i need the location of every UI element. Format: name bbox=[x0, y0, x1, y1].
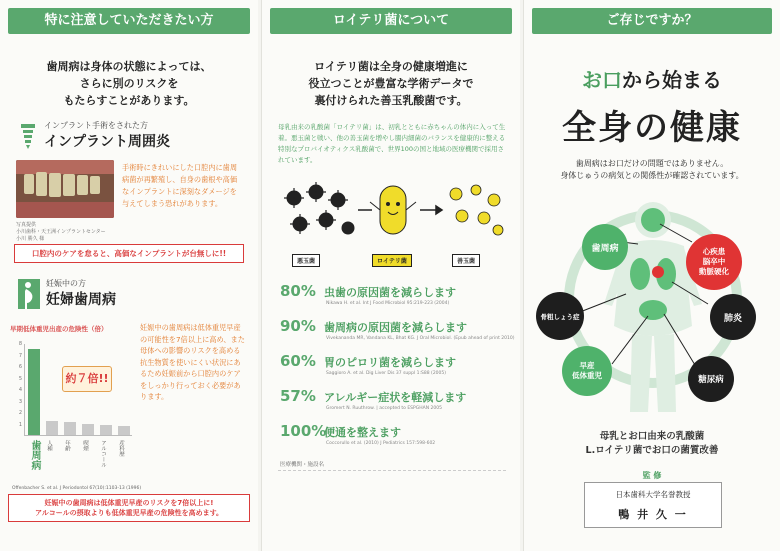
chart-x-label: 喫煙 bbox=[82, 440, 88, 451]
panel3-heading: ご存じですか？ bbox=[532, 8, 772, 34]
panel-special-attention bbox=[0, 0, 258, 551]
panel-reuteri bbox=[261, 0, 520, 551]
stat-row bbox=[280, 282, 456, 300]
stat-label: アレルギー症状を軽減します bbox=[324, 391, 467, 404]
chart-y-tick: 4 bbox=[18, 387, 22, 393]
chart-y-tick: 1 bbox=[18, 421, 22, 428]
seven-times-callout: 約７倍!! bbox=[62, 366, 112, 392]
stat-citation: Nikawa H. et al. Int J Food Microbiol 95:219-223 (2004) bbox=[326, 301, 450, 306]
panel2-heading: ロイテリ菌について bbox=[270, 8, 512, 34]
node-pneumonia: 肺炎 bbox=[710, 294, 756, 340]
stat-label: 便通を整えます bbox=[324, 426, 401, 439]
photo-credit: 写真提供 小川歯科・天王洲インプラントセンター 小川 勝久 様 bbox=[16, 222, 106, 242]
chart-y-tick: 5 bbox=[18, 375, 22, 382]
chart-y-tick: 7 bbox=[18, 352, 22, 359]
implant-subhead bbox=[18, 120, 170, 151]
implant-caption: インプラント手術をされた方 bbox=[44, 121, 148, 130]
implant-text: 手術時にきれいにした口腔内に歯周病菌が再繁殖し、自身の歯根や高価なインプラントに深刻なダメージを与えてしまう恐れがあります。 bbox=[122, 163, 238, 208]
reuteri-bacteria-icon bbox=[370, 186, 416, 234]
chart-x-label: 歯周病 bbox=[29, 440, 40, 470]
title-from-mouth: お口から始まる bbox=[582, 68, 722, 92]
bad-bacteria-label: 悪玉菌 bbox=[292, 254, 320, 267]
bacteria-illustration bbox=[276, 180, 508, 250]
reuteri-intro: 母乳由来の乳酸菌「ロイテリ菌」は、初乳とともに赤ちゃんの体内に入って生着。悪玉菌と戦い、他の善玉菌を増やし腸内細菌のバランスを健康的に整える特別なプロバイオティクス乳酸菌で、世界100の国と地域の医療機関で採用されています。 bbox=[278, 123, 506, 164]
chart-x-axis bbox=[24, 440, 132, 486]
stat-percent: 57% bbox=[280, 387, 316, 405]
supervisor-name: 鴨 井 久 一 bbox=[618, 508, 688, 521]
supervise-label: 監 修 bbox=[642, 471, 662, 480]
facility-name-label: 医療機関・施設名 bbox=[280, 462, 325, 468]
panel1-lead: 歯周病は身体の状態によっては、 さらに別のリスクを もたらすことがあります。 bbox=[46, 60, 212, 107]
node-preterm-birth: 早産 低体重児 bbox=[562, 346, 612, 396]
pregnant-warning: 妊娠中の歯周病は低体重児早産のリスクを7倍以上に! アルコールの摂取よりも低体重児早産の危険性を高めます。 bbox=[8, 494, 250, 522]
chart-x-label: 年齢 bbox=[64, 440, 70, 451]
chart-y-tick: 6 bbox=[18, 364, 22, 370]
stat-label: 虫歯の原因菌を減らします bbox=[324, 286, 456, 299]
stat-citation: Gromert N. Ruuthrow. | accepted to ESPGHAN 2005 bbox=[326, 406, 442, 411]
good-bacteria-label: 善玉菌 bbox=[452, 254, 480, 267]
stat-row bbox=[280, 352, 456, 370]
panel-did-you-know bbox=[523, 0, 780, 551]
stat-percent: 80% bbox=[280, 282, 316, 300]
pregnant-woman-icon bbox=[18, 279, 40, 309]
panel3-sub: 歯周病はお口だけの問題ではありません。 身体じゅうの病気との関係性が確認されています。 bbox=[560, 159, 744, 180]
chart-y-tick: 8 bbox=[18, 341, 22, 347]
stat-citation: Saggioro A. et al. Dig Liver Dis 37 suppl 1:S88 (2005) bbox=[326, 371, 447, 376]
reuteri-label: ロイテリ菌 bbox=[372, 254, 412, 267]
implant-icon bbox=[18, 123, 38, 149]
chart-citation: Offenbacher S. et al. J Periodontol 67(10):1103-13 (1996) bbox=[12, 486, 142, 491]
chart-title: 早期低体重児出産の危険性（倍） bbox=[10, 325, 108, 333]
stat-row bbox=[280, 387, 466, 405]
node-osteoporosis: 骨粗しょう症 bbox=[536, 292, 584, 340]
pregnant-caption: 妊娠中の方 bbox=[46, 279, 86, 288]
good-bacteria-icon bbox=[450, 185, 503, 235]
chart-bar bbox=[46, 421, 58, 435]
node-heart-disease: 心疾患 脳卒中 動脈硬化 bbox=[686, 234, 742, 290]
stat-percent: 90% bbox=[280, 317, 316, 335]
implant-photo bbox=[16, 160, 114, 218]
chart-bar bbox=[82, 424, 94, 436]
bad-bacteria-icon bbox=[284, 182, 354, 234]
risk-chart bbox=[10, 336, 134, 486]
stat-percent: 60% bbox=[280, 352, 316, 370]
chart-x-label: アルコール bbox=[100, 440, 106, 468]
chart-x-label: 産科歴 bbox=[118, 440, 124, 457]
facility-stamp-area bbox=[278, 470, 506, 540]
node-diabetes: 糖尿病 bbox=[688, 356, 734, 402]
supervisor-title: 日本歯科大学名誉教授 bbox=[615, 490, 691, 499]
stat-citation: Coccorullo et al. (2010) J Pediatrics 157:598-602 bbox=[326, 441, 436, 446]
chart-bar bbox=[64, 422, 76, 435]
pregnant-text: 妊娠中の歯周病は低体重児早産の可能性を7倍以上に高め、また母体への影響のリスクを高める抗生物質を使いにくい状況にあるため妊娠前から口腔内のケアをしっかり行っておく必要があります。 bbox=[140, 323, 245, 401]
stat-percent: 100% bbox=[280, 422, 327, 440]
pregnant-subhead bbox=[18, 278, 116, 309]
chart-y-tick: 2 bbox=[18, 410, 22, 416]
pregnant-title: 妊婦歯周病 bbox=[46, 292, 116, 308]
stat-label: 歯周病の原因菌を減らします bbox=[324, 321, 467, 334]
supervisor-box bbox=[584, 482, 722, 528]
stat-row bbox=[280, 317, 467, 335]
stat-label: 胃のピロリ菌を減らします bbox=[324, 356, 456, 369]
title-whole-body-health: 全身の健康 bbox=[562, 108, 742, 148]
implant-title: インプラント周囲炎 bbox=[44, 134, 170, 150]
panel2-lead: ロイテリ菌は全身の健康増進に 役立つことが豊富な学術データで 裏付けられた善玉乳酸菌です。 bbox=[308, 60, 474, 107]
chart-bar bbox=[100, 425, 112, 435]
implant-warning: 口腔内のケアを怠ると、高価なインプラントが台無しに!! bbox=[14, 244, 244, 263]
chart-bar bbox=[28, 349, 40, 435]
chart-y-tick: 3 bbox=[18, 398, 22, 405]
chart-x-label: 人種 bbox=[46, 440, 52, 451]
stat-row bbox=[280, 422, 401, 440]
stat-citation: Vivekananda MR, Vandana KL, Bhat KG. J Oral Microbiol. (Epub ahead of print 2010) bbox=[326, 336, 515, 341]
chart-y-axis bbox=[10, 341, 22, 436]
panel3-tagline: 母乳とお口由来の乳酸菌 L.ロイテリ菌でお口の菌質改善 bbox=[585, 431, 719, 456]
node-periodontal: 歯周病 bbox=[582, 224, 628, 270]
panel1-heading: 特に注意していただきたい方 bbox=[8, 8, 250, 34]
chart-bar bbox=[118, 426, 130, 435]
